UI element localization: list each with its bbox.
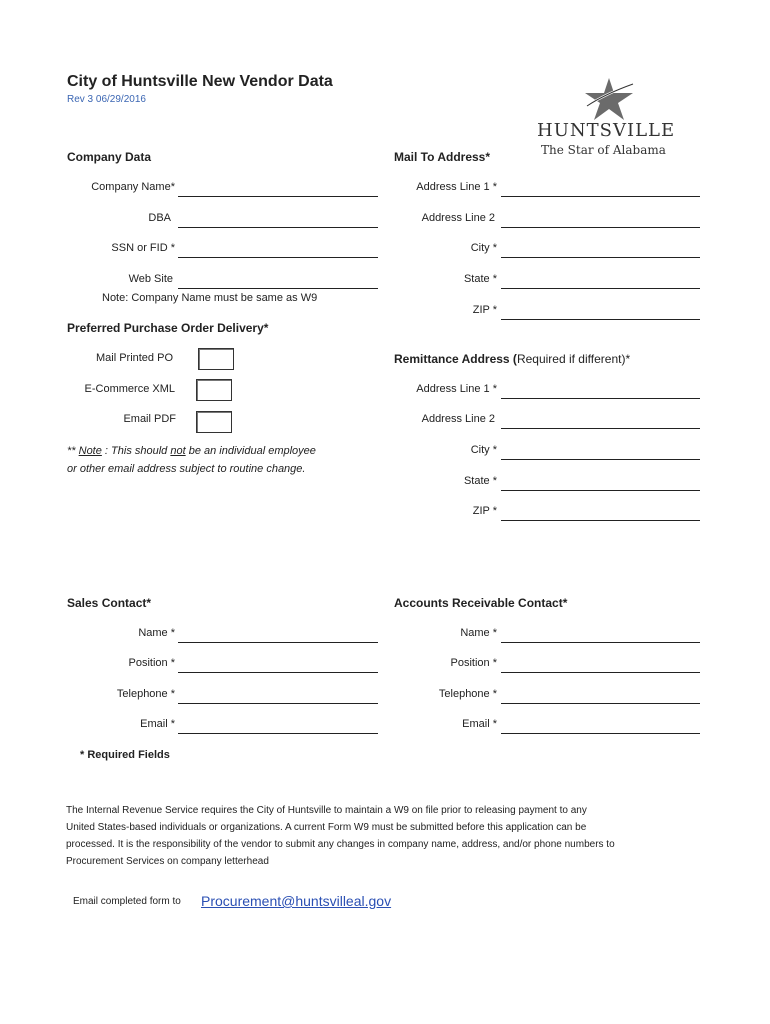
ar-contact-heading: Accounts Receivable Contact* [394,596,568,610]
sales-position-field[interactable] [178,672,378,673]
mail-address2-label: Address Line 2 [421,212,495,224]
ssn-fid-field[interactable] [178,257,378,258]
mail-address2-field[interactable] [501,227,700,228]
remit-address1-label: Address Line 1 * [416,383,497,395]
sales-email-field[interactable] [178,733,378,734]
sales-contact-heading: Sales Contact* [67,596,152,610]
website-label: Web Site [128,273,173,285]
ar-telephone-label: Telephone * [438,688,497,700]
po-delivery-note-line2: or other email address subject to routine change. [67,463,306,475]
sales-position-label: Position * [128,657,175,669]
po-delivery-heading: Preferred Purchase Order Delivery* [67,321,269,335]
sales-name-field[interactable] [178,642,378,643]
sales-telephone-field[interactable] [178,703,378,704]
company-name-note: Note: Company Name must be same as W9 [102,292,318,304]
ecommerce-xml-label: E-Commerce XML [84,383,175,395]
page-title: City of Huntsville New Vendor Data [67,73,333,90]
revision-date: Rev 3 06/29/2016 [67,94,146,105]
sales-name-label: Name * [138,627,175,639]
company-name-label: Company Name* [91,181,175,193]
company-data-heading: Company Data [67,150,152,164]
remit-address2-label: Address Line 2 [421,413,495,425]
remit-city-label: City * [470,444,497,456]
ar-email-field[interactable] [501,733,700,734]
remit-state-field[interactable] [501,490,700,491]
dba-label: DBA [148,212,171,224]
star-logo-icon [583,76,635,122]
paragraph-line-4: Procurement Services on company letterhead [66,856,269,867]
email-form-label: Email completed form to [73,896,181,907]
sales-email-label: Email * [140,718,175,730]
remit-address1-field[interactable] [501,398,700,399]
remittance-heading-rest: Required if different)* [516,352,631,366]
note-mid: : This should [101,445,171,457]
sales-telephone-label: Telephone * [116,688,175,700]
logo-name: HUNTSVILLE [537,120,676,141]
procurement-email-link[interactable]: Procurement@huntsvilleal.gov [201,893,392,909]
mail-city-label: City * [470,242,497,254]
note-line1-end: be an individual employee [185,445,316,457]
logo-tagline: The Star of Alabama [541,143,666,157]
ar-telephone-field[interactable] [501,703,700,704]
ar-position-field[interactable] [501,672,700,673]
mail-zip-label: ZIP * [472,304,497,316]
paragraph-line-1: The Internal Revenue Service requires the City of Huntsville to maintain a W9 on file prior to releasing payment to any [66,805,587,816]
company-name-field[interactable] [178,196,378,197]
ecommerce-xml-checkbox[interactable] [196,379,232,401]
ar-position-label: Position * [450,657,497,669]
ar-name-label: Name * [460,627,497,639]
mail-zip-field[interactable] [501,319,700,320]
remittance-heading [394,352,630,366]
paragraph-line-3: processed. It is the responsibility of the vendor to submit any changes in company name, address, and/or phone numbers to [66,839,615,850]
mail-state-field[interactable] [501,288,700,289]
website-field[interactable] [178,288,378,289]
po-delivery-note-line1 [67,445,316,457]
mail-to-heading: Mail To Address* [394,150,491,164]
remit-address2-field[interactable] [501,428,700,429]
remittance-heading-bold: Remittance Address ( [394,352,517,366]
note-word: Note [78,445,102,457]
ar-name-field[interactable] [501,642,700,643]
mail-printed-po-checkbox[interactable] [198,348,234,370]
email-pdf-label: Email PDF [123,413,176,425]
mail-address1-label: Address Line 1 * [416,181,497,193]
mail-city-field[interactable] [501,257,700,258]
required-fields-note: * Required Fields [80,749,170,761]
note-not: not [170,445,186,457]
ar-email-label: Email * [462,718,497,730]
remit-city-field[interactable] [501,459,700,460]
remit-zip-label: ZIP * [472,505,497,517]
remit-state-label: State * [463,475,497,487]
ssn-fid-label: SSN or FID * [111,242,175,254]
mail-printed-po-label: Mail Printed PO [95,352,173,364]
w9-requirement-paragraph [66,802,706,870]
note-prefix: ** [67,445,79,457]
dba-field[interactable] [178,227,378,228]
paragraph-line-2: United States-based individuals or organizations. A current Form W9 must be submitted before this application can be [66,822,587,833]
mail-address1-field[interactable] [501,196,700,197]
remit-zip-field[interactable] [501,520,700,521]
mail-state-label: State * [463,273,497,285]
email-pdf-checkbox[interactable] [196,411,232,433]
